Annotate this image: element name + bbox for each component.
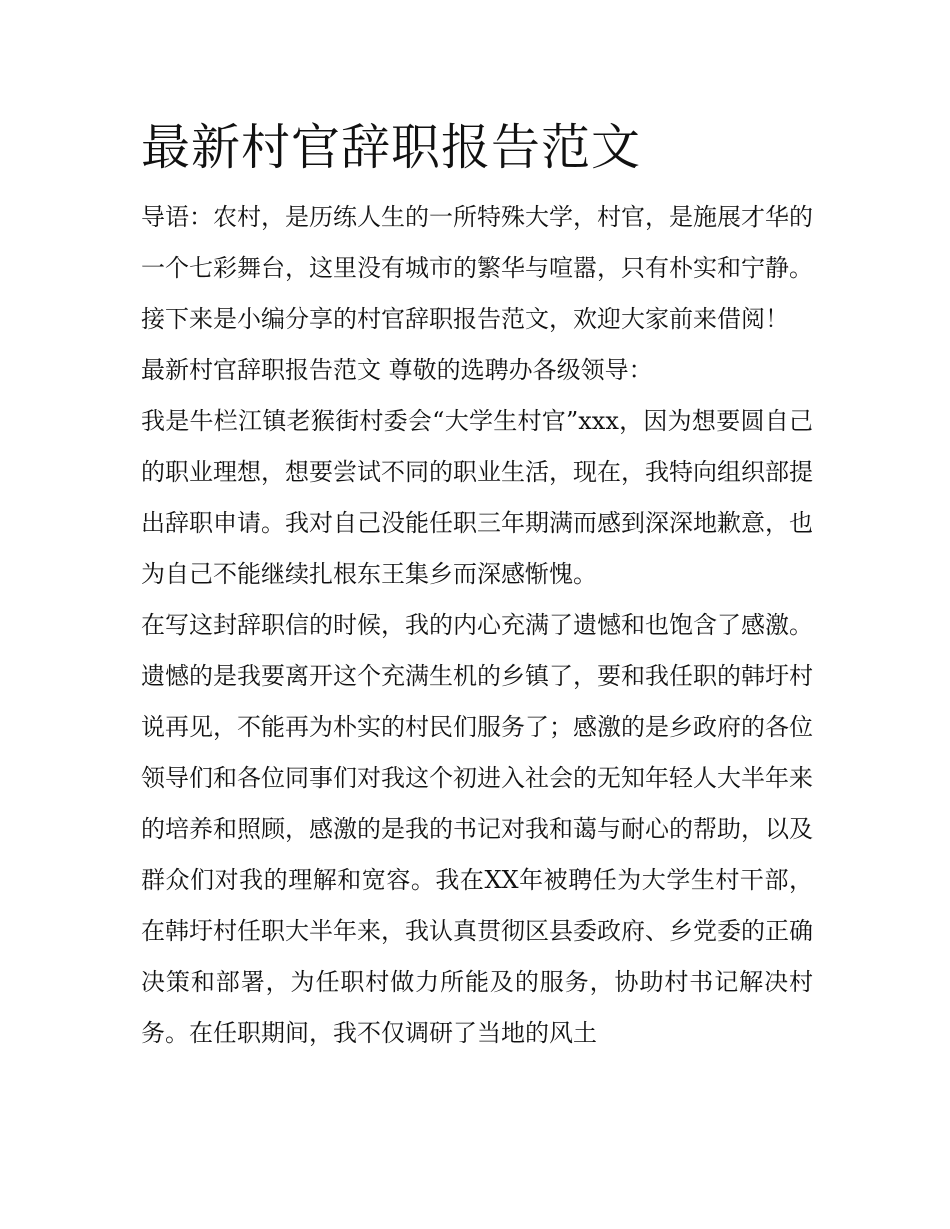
salutation-paragraph: 最新村官辞职报告范文 尊敬的选聘办各级领导： [141, 356, 653, 384]
document-body [141, 112, 813, 1059]
body-paragraph-2: 在写这封辞职信的时候，我的内心充满了遗憾和也饱含了感激。遗憾的是我要离开这个充满生机的乡镇了，要和我任职的韩圩村说再见，不能再为朴实的村民们服务了；感激的是乡政府的各位领导们和各位同事们对我这个初进入社会的无知年轻人大半年来的培养和照顾，感激的是我的书记对我和蔼与耐心的帮助，以及群众们对我的理解和宽容。我在XX年被聘任为大学生村干部，在韩圩村任职大半年来，我认真贯彻区县委政府、乡党委的正确决策和部署，为任职村做力所能及的服务，协助村书记解决村务。在任职期间，我不仅调研了当地的风土 [141, 611, 813, 1047]
page-title: 最新村官辞职报告范文 [141, 119, 642, 176]
intro-paragraph: 导语：农村，是历练人生的一所特殊大学，村官，是施展才华的一个七彩舞台，这里没有城市的繁华与喧嚣，只有朴实和宁静。接下来是小编分享的村官辞职报告范文，欢迎大家前来借阅！ [141, 203, 813, 333]
body-paragraph-1: 我是牛栏江镇老猴街村委会“大学生村官”xxx，因为想要圆自己的职业理想，想要尝试不同的职业生活，现在，我特向组织部提出辞职申请。我对自己没能任职三年期满而感到深深地歉意，也为自己不能继续扎根东王集乡而深感惭愧。 [141, 407, 813, 588]
